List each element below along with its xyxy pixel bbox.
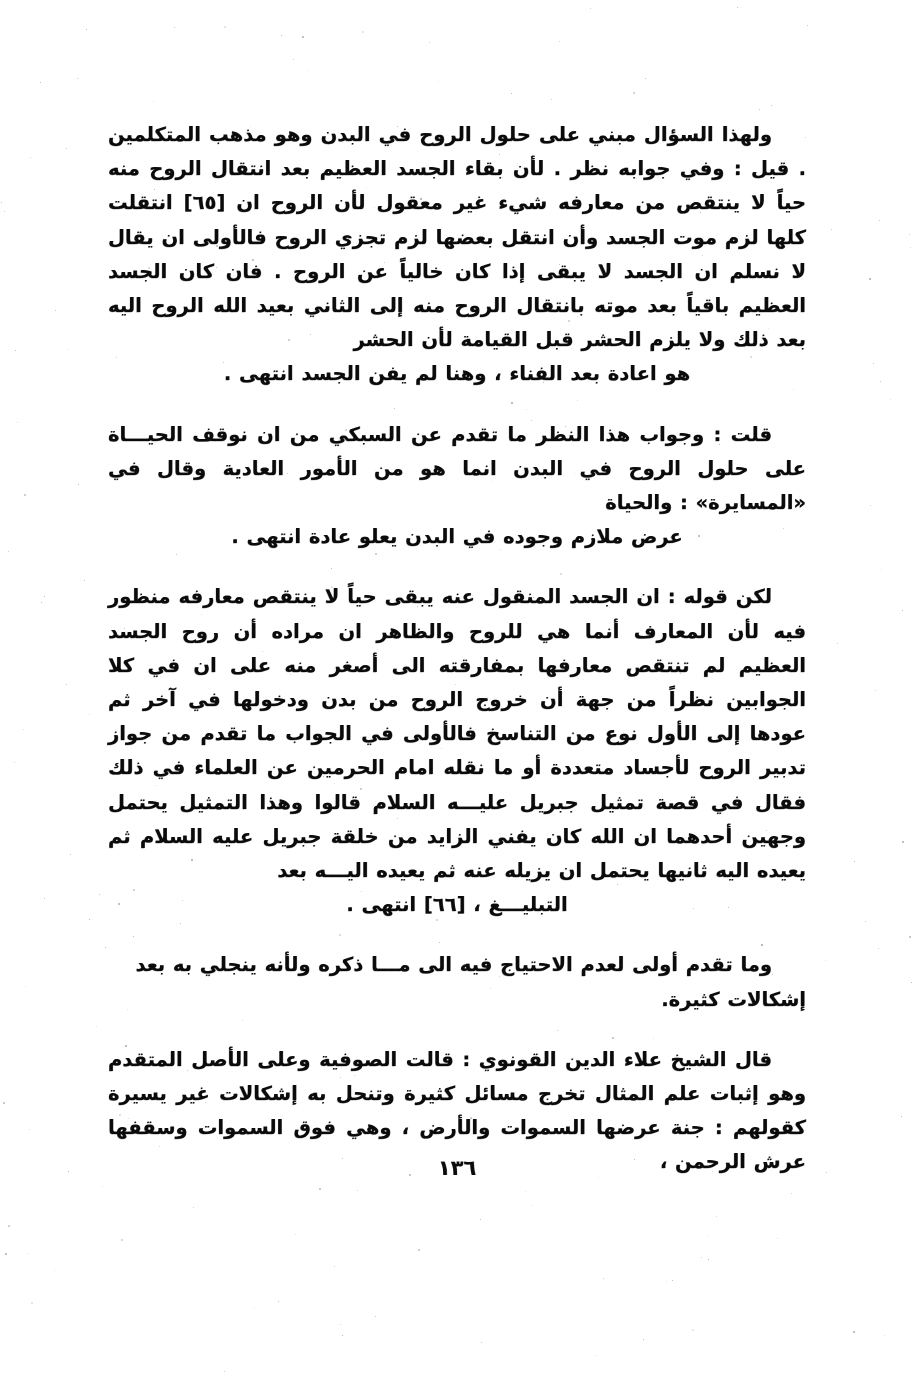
- paragraph-4-body: وما تقدم أولى لعدم الاحتياج فيه الى مـــا ذكره ولأنه ينجلي به بعد: [135, 953, 772, 977]
- paragraph-1-body: ولهذا السؤال مبني على حلول الروح في البدن وهو مذهب المتكلمين . قيل : وفي جوابه نظر . لأن بقاء الجسد العظيم بعد انتقال الروح منه حياً لا ينتقص من معارفه شيء غير معقول لأن الروح ان [٦٥] انتقلت كلها لزم موت الجسد وأن انتقل بعضها لزم تجزي الروح فالأولى ان يقال لا نسلم ان الجسد لا يبقى إذا كان خالياً عن الروح . فان كان الجسد العظيم باقياً بعد موته بانتقال الروح منه إلى الثاني بعيد الله الروح اليه بعد ذلك ولا يلزم الحشر قبل القيامة لأن الحشر: [108, 123, 806, 352]
- paragraph-2-body: قلت : وجواب هذا النظر ما تقدم عن السبكي من ان نوقف الحيـــاة على حلول الروح في البدن انما هو من الأمور العادية وقال في «المسايرة» : والحياة: [108, 422, 806, 515]
- paragraph-4: [108, 948, 806, 1016]
- paragraph-1: [108, 118, 806, 392]
- paragraph-3-body: لكن قوله : ان الجسد المنقول عنه يبقى حياً لا ينتقص معارفه منظور فيه لأن المعارف أنما هي للروح والظاهر ان مراده أن روح الجسد العظيم لم تنتقص معارفها بمفارقته الى أصغر منه على ان في كلا الجوابين نظراً من جهة أن خروج الروح من بدن ودخولها في آخر ثم عودها إلى الأول نوع من التناسخ فالأولى في الجواب ما تقدم من جواز تدبير الروح لأجساد متعددة أو ما نقله امام الحرمين عن العلماء في ذلك فقال في قصة تمثيل جبريل عليـــه السلام قالوا وهذا التمثيل يحتمل وجهين أحدهما ان الله كان يفني الزايد من خلقة جبريل عليه السلام ثم يعيده اليه ثانيها يحتمل ان يزيله عنه ثم يعيده اليـــه بعد: [108, 585, 806, 883]
- text-column: [108, 118, 806, 1180]
- paragraph-2: [108, 418, 806, 555]
- paragraph-5-body: قال الشيخ علاء الدين القونوي : قالت الصوفية وعلى الأصل المتقدم وهو إثبات علم المثال تخرج مسائل كثيرة وتنحل به إشكالات غير يسيرة كقولهم : جنة عرضها السموات والأرض ، وهي فوق السموات وسقفها عرش الرحمن ،: [108, 1047, 806, 1174]
- paragraph-3-tail: التبليـــغ ، [٦٦] انتهى .: [346, 893, 568, 917]
- page-number: ١٣٦: [437, 1156, 477, 1180]
- paragraph-4-tail: إشكالات كثيرة.: [661, 987, 806, 1011]
- paragraph-1-tail: هو اعادة بعد الفناء ، وهنا لم يفن الجسد انتهى .: [223, 362, 691, 386]
- paragraph-3: [108, 580, 806, 922]
- paragraph-2-tail: عرض ملازم وجوده في البدن يعلو عادة انتهى .: [231, 525, 683, 549]
